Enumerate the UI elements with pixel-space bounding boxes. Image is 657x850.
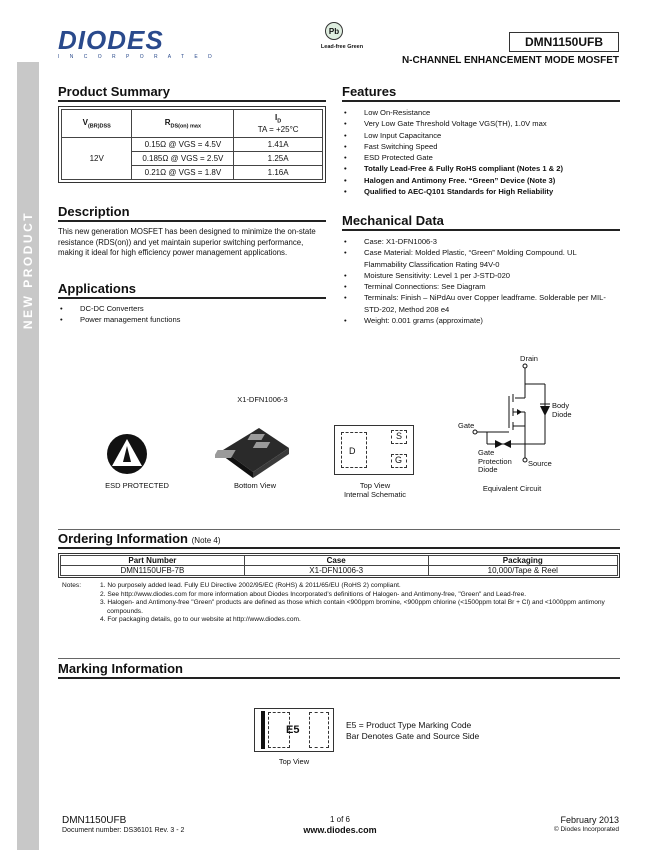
pin-label: S <box>396 431 403 441</box>
marking-bar <box>261 711 265 749</box>
id-value: 1.41A <box>234 138 323 152</box>
ordering-section <box>58 531 620 578</box>
header-part-number: DMN1150UFB <box>509 32 619 52</box>
section-title: Features <box>342 84 620 102</box>
header-vbr: $V_{(BR)DSS}$ <box>62 110 132 138</box>
list-item: • Terminal Connections: See Diagram <box>342 281 620 292</box>
sidebar-label: NEW PRODUCT <box>21 210 36 330</box>
note-item: 4. For packaging details, go to our website at http://www.diodes.com. <box>100 616 301 624</box>
divider <box>58 529 620 530</box>
footer-date: February 2013 <box>560 815 619 825</box>
equivalent-circuit-label: Equivalent Circuit <box>482 484 542 493</box>
rds-value: 0.21Ω @ VGS = 1.8V <box>132 166 234 180</box>
list-item: • Power management functions <box>58 314 326 325</box>
section-title: Marking Information <box>58 661 620 679</box>
list-item: • Moisture Sensitivity: Level 1 per J-STD-020 <box>342 270 620 281</box>
rds-value: 0.185Ω @ VGS = 2.5V <box>132 152 234 166</box>
drain-label: Drain <box>520 354 538 363</box>
pin-label: D <box>349 446 356 456</box>
table-cell: 10,000/Tape & Reel <box>428 566 617 576</box>
id-value: 1.25A <box>234 152 323 166</box>
list-item: • Totally Lead-Free & Fully RoHS compliant (Notes 1 & 2) <box>342 163 620 174</box>
header-subtitle: N-CHANNEL ENHANCEMENT MODE MOSFET <box>401 55 619 66</box>
footer-page: 1 of 6 <box>329 815 350 824</box>
esd-protected-icon <box>105 432 149 480</box>
list-item: • DC-DC Converters <box>58 303 326 314</box>
list-item: • Low Input Capacitance <box>342 130 620 141</box>
package-bottom-view <box>215 420 295 482</box>
top-view-schematic <box>334 425 414 475</box>
footer-docnum: Document number: DS36101 Rev. 3 - 2 <box>62 827 185 834</box>
marking-code: E5 <box>286 724 300 736</box>
bottom-view-label: Bottom View <box>234 481 276 490</box>
list-item: • ESD Protected Gate <box>342 152 620 163</box>
product-summary-section <box>58 84 326 183</box>
section-title: Product Summary <box>58 84 326 102</box>
list-item: • Terminals: Finish – NiPdAu over Copper leadframe. Solderable per MIL-STD-202, Method 208 e4 <box>342 292 620 315</box>
lead-free-label: Lead-free Green <box>320 44 364 50</box>
source-label: Source <box>528 459 552 468</box>
marking-diagram <box>254 708 334 752</box>
footer-copyright: © Diodes Incorporated <box>553 826 619 833</box>
header-id: $I_D$ TA = +25°C <box>234 110 323 138</box>
table-cell: X1-DFN1006-3 <box>244 566 428 576</box>
table-row <box>61 566 618 576</box>
pin-label: G <box>395 455 403 465</box>
list-item: • Low On-Resistance <box>342 107 620 118</box>
package-name: X1-DFN1006-3 <box>237 395 288 404</box>
features-section <box>342 84 620 197</box>
header-rds: $R_{DS(on) max}$ <box>132 110 234 138</box>
summary-table <box>61 109 323 180</box>
top-view-label: Top View <box>359 481 391 490</box>
note-item: 3. Halogen- and Antimony-free "Green" products are defined as those which contain <900ppm bromine, <900ppm chlorine (<1500ppm total Br + Cl) and <1000ppm antimony compounds. <box>100 599 605 615</box>
section-title: Applications <box>58 281 326 299</box>
footer-website-link[interactable]: www.diodes.com <box>303 825 377 835</box>
note-item: 1. No purposely added lead. Fully EU Directive 2002/95/EC (RoHS) & 2011/65/EU (RoHS 2) compliant. <box>100 582 401 589</box>
note-item: 2. See http://www.diodes.com for more information about Diodes Incorporated’s definitions of Halogen- and Antimony-free, "Green" and Lead-free. <box>100 590 527 598</box>
footer-part: DMN1150UFB <box>62 815 127 826</box>
list-item: • Weight: 0.001 grams (approximate) <box>342 315 620 326</box>
ordering-table <box>60 555 618 576</box>
marking-top-view-label: Top View <box>278 757 310 766</box>
diodes-logo: DIODES I N C O R P O R A T E D <box>58 25 217 60</box>
body-diode-label: Body Diode <box>552 401 572 419</box>
ordering-table-frame <box>58 553 620 578</box>
pad-outline <box>309 712 329 748</box>
esd-label: ESD PROTECTED <box>105 481 169 490</box>
gate-protection-label: Gate Protection Diode <box>478 448 512 474</box>
sidebar-band <box>17 62 39 850</box>
applications-section <box>58 281 326 326</box>
table-header: Packaging <box>428 556 617 566</box>
divider <box>58 658 620 659</box>
description-section <box>58 204 326 259</box>
list-item: • Very Low Gate Threshold Voltage VGS(TH), 1.0V max <box>342 118 620 129</box>
description-text: This new generation MOSFET has been designed to minimize the on-state resistance (RDS(on)) and yet maintain superior switching performance, making it ideal for high efficiency power management applications. <box>58 227 316 257</box>
summary-table-frame <box>58 106 326 183</box>
list-item: • Case Material: Molded Plastic, “Green” Molding Compound. UL Flammability Classification Rating 94V-0 <box>342 247 620 270</box>
marking-legend: E5 = Product Type Marking Code Bar Denotes Gate and Source Side <box>346 720 480 741</box>
list-item: • Halogen and Antimony Free. “Green” Device (Note 3) <box>342 175 620 186</box>
gate-label: Gate <box>458 421 475 430</box>
list-item: • Fast Switching Speed <box>342 141 620 152</box>
rds-value: 0.15Ω @ VGS = 4.5V <box>132 138 234 152</box>
section-title: Mechanical Data <box>342 213 620 231</box>
table-header: Case <box>244 556 428 566</box>
lead-free-icon: Pb <box>325 22 343 40</box>
list-item: • Case: X1-DFN1006-3 <box>342 236 620 247</box>
id-value: 1.16A <box>234 166 323 180</box>
list-item: • Qualified to AEC-Q101 Standards for High Reliability <box>342 186 620 197</box>
notes-label: Notes: <box>62 582 82 589</box>
marking-section <box>58 661 620 679</box>
schematic-label: Internal Schematic <box>343 490 407 499</box>
vbr-value: 12V <box>62 138 132 180</box>
table-header: Part Number <box>61 556 245 566</box>
table-cell: DMN1150UFB-7B <box>61 566 245 576</box>
notes-list <box>100 582 615 625</box>
section-title: Ordering Information (Note 4) <box>58 531 620 549</box>
section-title: Description <box>58 204 326 222</box>
mechanical-section <box>342 213 620 326</box>
